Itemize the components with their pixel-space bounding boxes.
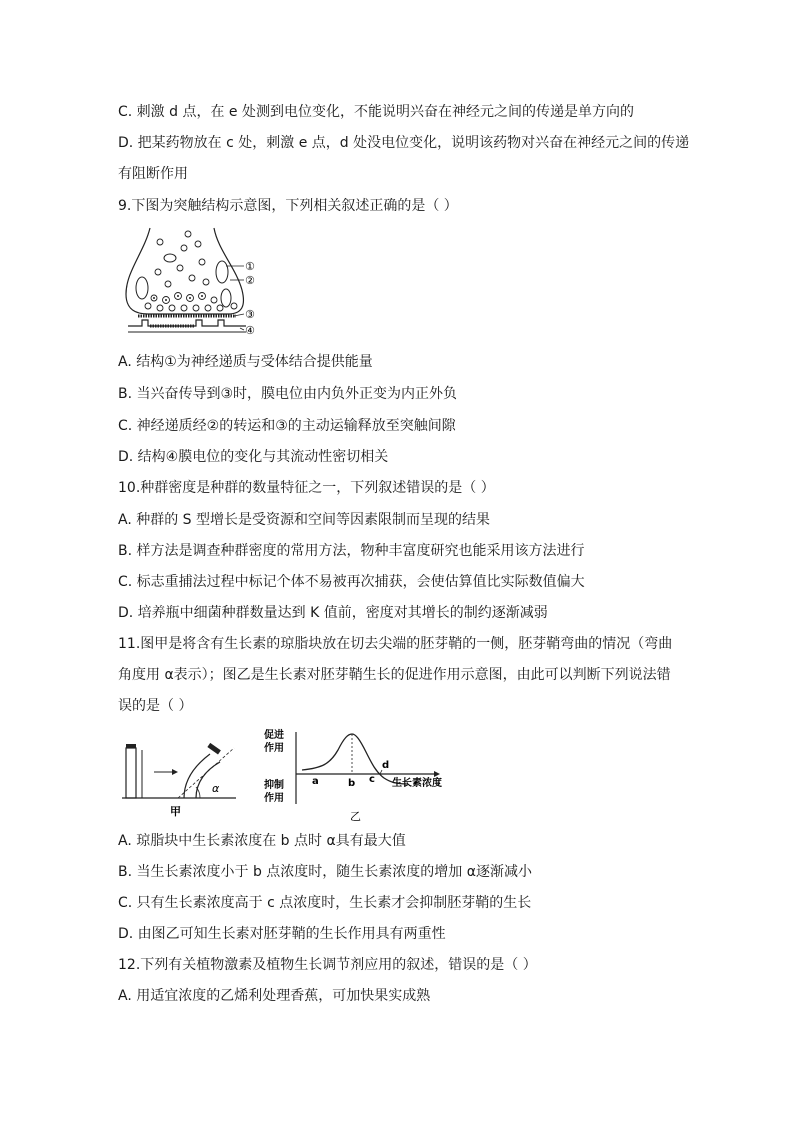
synapse-diagram <box>118 222 268 340</box>
q12-option-a: A. 用适宜浓度的乙烯利处理香蕉，可加快果实成熟 <box>118 988 431 1004</box>
mitochondrion <box>136 277 148 299</box>
mitochondrion <box>164 254 176 262</box>
arrow-head <box>172 769 178 775</box>
agar-block <box>126 744 136 748</box>
q8-option-d-line2: 有阻断作用 <box>118 166 188 182</box>
q9-option-b: B. 当兴奋传导到③时，膜电位由内负外正变为内正外负 <box>118 386 458 402</box>
q9-option-d: D. 结构④膜电位的变化与其流动性密切相关 <box>118 449 389 465</box>
label-2: ② <box>245 274 255 287</box>
q8-option-c: C. 刺激 d 点，在 e 处测到电位变化，不能说明兴奋在神经元之间的传递是单方向的 <box>118 104 634 120</box>
synaptic-vesicles <box>145 231 237 311</box>
y-label-promote-2: 作用 <box>264 743 284 754</box>
point-d: d <box>382 760 390 771</box>
x-axis-arrow <box>434 771 440 777</box>
figure-jia <box>118 728 243 822</box>
label-1: ① <box>245 260 255 273</box>
q9-stem: 9.下图为突触结构示意图，下列相关叙述正确的是（ ） <box>118 198 458 214</box>
caption-jia: 甲 <box>170 805 181 818</box>
coleoptile-upright <box>126 748 136 798</box>
q11-stem-line2: 角度用 α表示）；图乙是生长素对胚芽鞘生长的促进作用示意图，由此可以判断下列说法错 <box>118 667 671 683</box>
figure-yi <box>262 724 462 824</box>
y-label-promote-1: 促进 <box>264 730 284 741</box>
caption-yi: 乙 <box>350 810 361 823</box>
presynaptic-membrane <box>126 228 243 314</box>
q11-option-d: D. 由图乙可知生长素对胚芽鞘的生长作用具有两重性 <box>118 926 446 942</box>
y-label-inhibit-2: 作用 <box>264 793 284 804</box>
label-4: ④ <box>245 324 255 337</box>
y-label-inhibit-1: 抑制 <box>264 780 284 791</box>
mitochondrion <box>216 261 228 283</box>
q11-option-c: C. 只有生长素浓度高于 c 点浓度时，生长素才会抑制胚芽鞘的生长 <box>118 895 532 911</box>
agar-block-tilted <box>207 743 221 755</box>
label-3: ③ <box>245 308 255 321</box>
q12-stem: 12.下列有关植物激素及植物生长调节剂应用的叙述，错误的是（ ） <box>118 957 537 973</box>
angle-alpha: α <box>212 782 220 795</box>
point-b: b <box>348 778 356 789</box>
q10-option-d: D. 培养瓶中细菌种群数量达到 K 值前，密度对其增长的制约逐渐减弱 <box>118 605 548 621</box>
q8-option-d-line1: D. 把某药物放在 c 处，刺激 e 点，d 处没电位变化，说明该药物对兴奋在神经元之间的传递 <box>118 135 690 151</box>
point-a: a <box>312 776 319 787</box>
q10-stem: 10.种群密度是种群的数量特征之一，下列叙述错误的是（ ） <box>118 480 495 496</box>
q11-option-a: A. 琼脂块中生长素浓度在 b 点时 α具有最大值 <box>118 833 406 849</box>
x-axis-label: 生长素浓度 <box>392 778 442 789</box>
q9-option-a: A. 结构①为神经递质与受体结合提供能量 <box>118 354 373 370</box>
point-c: c <box>369 774 375 785</box>
q9-option-c: C. 神经递质经②的转运和③的主动运输释放至突触间隙 <box>118 418 456 434</box>
q10-option-c: C. 标志重捕法过程中标记个体不易被再次捕获，会使估算值比实际数值偏大 <box>118 574 585 590</box>
q11-option-b: B. 当生长素浓度小于 b 点浓度时，随生长素浓度的增加 α逐渐减小 <box>118 864 532 880</box>
angle-reference-line <box>178 748 234 798</box>
q11-stem-line3: 误的是（ ） <box>118 698 193 714</box>
leader-lines <box>226 266 244 330</box>
q10-option-b: B. 样方法是调查种群密度的常用方法，物种丰富度研究也能采用该方法进行 <box>118 543 585 559</box>
q11-stem-line1: 11.图甲是将含有生长素的琼脂块放在切去尖端的胚芽鞘的一侧，胚芽鞘弯曲的情况（弯曲 <box>118 636 673 652</box>
mitochondrion <box>221 289 231 307</box>
q10-option-a: A. 种群的 S 型增长是受资源和空间等因素限制而呈现的结果 <box>118 512 491 528</box>
postsynaptic-membrane <box>128 320 246 326</box>
vesicle-dots <box>153 295 203 301</box>
